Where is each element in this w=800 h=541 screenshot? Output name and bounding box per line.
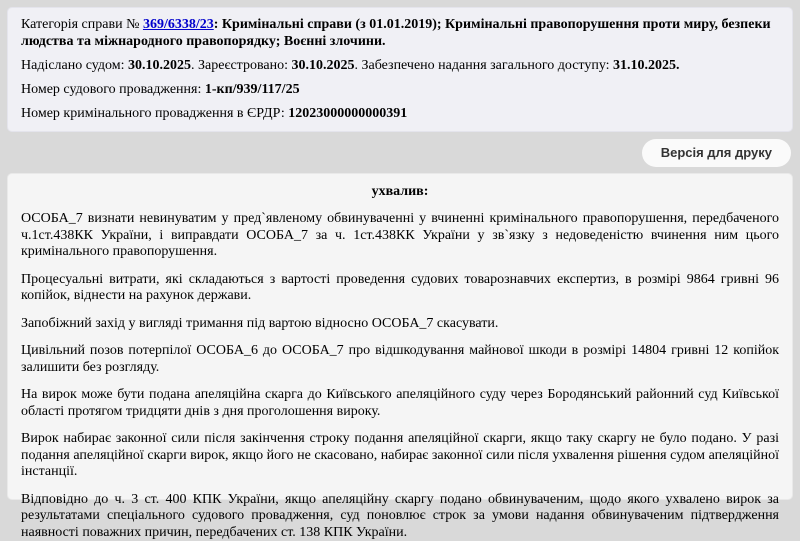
registered-label: . Зареєстровано: (191, 58, 291, 73)
sent-label: Надіслано судом: (21, 58, 128, 73)
actions-row (0, 132, 800, 173)
case-info-panel (7, 7, 793, 132)
case-number-link[interactable]: 369/6338/23 (143, 17, 214, 32)
ruling-paragraph: Запобіжний захід у вигляді тримання під вартою відносно ОСОБА_7 скасувати. (21, 316, 779, 333)
ruling-panel (7, 173, 793, 500)
proceeding-value: 1-кп/939/117/25 (205, 82, 300, 97)
category-line (21, 16, 779, 50)
erdr-number-line (21, 105, 779, 122)
erdr-label: Номер кримінального провадження в ЄРДР: (21, 106, 288, 121)
ruling-paragraph: Цивільний позов потерпілої ОСОБА_6 до ОСОБА_7 про відшкодування майнової шкоди в розмірі 14804 гривні 12 копійок залишити без розгляду. (21, 343, 779, 376)
access-date: 31.10.2025. (613, 58, 680, 73)
ruling-paragraph: На вирок може бути подана апеляційна скарга до Київського апеляційного суду через Бородянський районний суд Київської області протягом тридцяти днів з дня проголошення вироку. (21, 387, 779, 420)
ruling-paragraph: Вирок набирає законної сили після закінчення строку подання апеляційної скарги, якщо таку скаргу не було подано. У разі подання апеляційної скарги вирок, якщо його не скасовано, набирає законної сили після ухвалення рішення судом апеляційної інстанції. (21, 431, 779, 481)
registered-date: 30.10.2025 (291, 58, 354, 73)
sent-date: 30.10.2025 (128, 58, 191, 73)
court-registry-page (0, 7, 800, 493)
category-description: : Кримінальні справи (з 01.01.2019); Кримінальні правопорушення проти миру, безпеки людства та міжнародного правопорядку; Воєнні злочини. (21, 17, 771, 49)
proceeding-label: Номер судового провадження: (21, 82, 205, 97)
ruling-paragraph: Процесуальні витрати, які складаються з вартості проведення судових товарознавчих експертиз, в розмірі 9864 гривні 96 копійок, віднести на рахунок держави. (21, 272, 779, 305)
ruling-paragraph: Відповідно до ч. 3 ст. 400 КПК України, якщо апеляційну скаргу подано обвинуваченим, щодо якого ухвалено вирок за результатами спеціального судового провадження, суд поновлює строк за умови надання обвинуваченим підтвердження наявності поважних причин, передбачених ст. 138 КПК України. (21, 492, 779, 541)
category-label: Категорія справи № (21, 17, 143, 32)
ruling-heading: ухвалив: (21, 183, 779, 200)
dates-line (21, 57, 779, 74)
proceeding-number-line (21, 81, 779, 98)
ruling-paragraph: ОСОБА_7 визнати невинуватим у пред`явленому обвинуваченні у вчиненні кримінального правопорушення, передбаченого ч.1ст.438КК України, і виправдати ОСОБА_7 за ч. 1ст.438КК України у зв`язку з недоведеністю вчинення ним цього кримінального правопорушення. (21, 211, 779, 261)
erdr-value: 12023000000000391 (288, 106, 407, 121)
access-label: . Забезпечено надання загального доступу: (354, 58, 613, 73)
print-version-button[interactable]: Версія для друку (642, 139, 791, 167)
